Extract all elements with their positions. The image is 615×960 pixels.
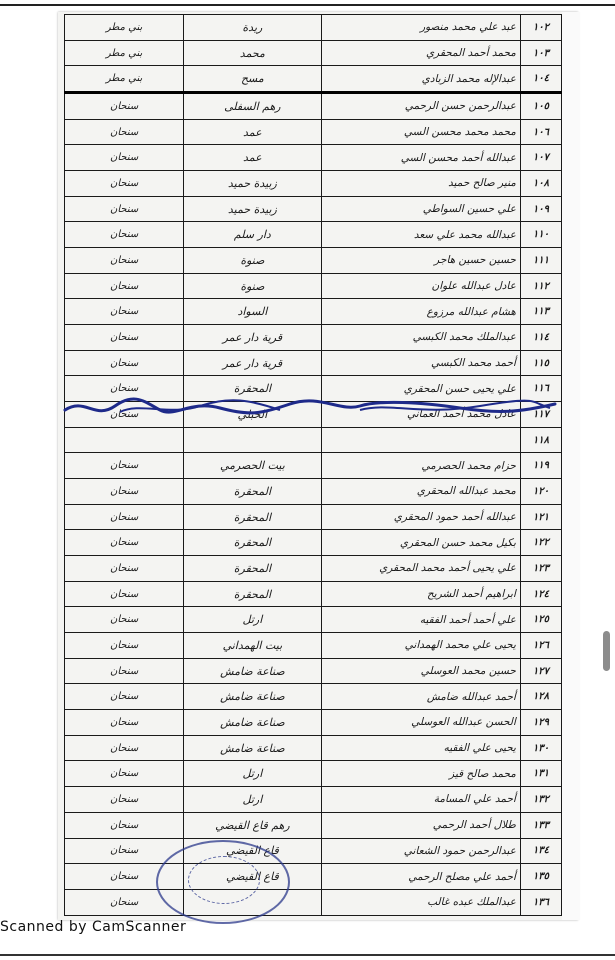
number-cell: ١٣٣ bbox=[520, 812, 561, 838]
table-row bbox=[65, 658, 562, 684]
table-row bbox=[65, 710, 562, 736]
number-cell: ١٠٨ bbox=[520, 171, 561, 197]
village-cell: سنحان bbox=[65, 196, 184, 222]
table-row bbox=[65, 607, 562, 633]
number-cell: ١٢١ bbox=[520, 504, 561, 530]
name-cell: علي يحيى أحمد محمد المحقري bbox=[321, 556, 520, 582]
name-cell: عبدالرحمن حمود الشعاني bbox=[321, 838, 520, 864]
table-row bbox=[65, 427, 562, 453]
area-cell: زبيدة حميد bbox=[184, 196, 321, 222]
area-cell: عمد bbox=[184, 119, 321, 145]
area-cell: زبيدة حميد bbox=[184, 171, 321, 197]
village-cell: سنحان bbox=[65, 658, 184, 684]
number-cell: ١١٣ bbox=[520, 299, 561, 325]
table-row bbox=[65, 93, 562, 120]
number-cell: ١١٨ bbox=[520, 427, 561, 453]
area-cell: مسح bbox=[184, 66, 321, 93]
area-cell: ارتل bbox=[184, 787, 321, 813]
table-row bbox=[65, 530, 562, 556]
number-cell: ١١٧ bbox=[520, 402, 561, 428]
area-cell: بيت الحصرمي bbox=[184, 453, 321, 479]
village-cell: سنحان bbox=[65, 761, 184, 787]
village-cell: سنحان bbox=[65, 633, 184, 659]
area-cell: صناعة ضامش bbox=[184, 710, 321, 736]
number-cell: ١١١ bbox=[520, 248, 561, 274]
village-cell: سنحان bbox=[65, 171, 184, 197]
table-row bbox=[65, 299, 562, 325]
name-cell: بكيل محمد حسن المحقري bbox=[321, 530, 520, 556]
area-cell: بيت الهمداني bbox=[184, 633, 321, 659]
table-row bbox=[65, 222, 562, 248]
area-cell: الحبلي bbox=[184, 402, 321, 428]
name-cell: أحمد علي المسامة bbox=[321, 787, 520, 813]
number-cell: ١٢٤ bbox=[520, 581, 561, 607]
number-cell: ١١٥ bbox=[520, 350, 561, 376]
number-cell: ١١٦ bbox=[520, 376, 561, 402]
name-cell: عبدالرحمن حسن الرحمي bbox=[321, 93, 520, 120]
name-cell: محمد محمد محسن السي bbox=[321, 119, 520, 145]
table-row bbox=[65, 171, 562, 197]
area-cell: صناعة ضامش bbox=[184, 684, 321, 710]
village-cell: سنحان bbox=[65, 93, 184, 120]
name-cell: يحيى علي الفقيه bbox=[321, 735, 520, 761]
village-cell: بني مطر bbox=[65, 15, 184, 41]
name-cell: عبدالملك محمد الكبسي bbox=[321, 325, 520, 351]
number-cell: ١٠٧ bbox=[520, 145, 561, 171]
area-cell: المحقرة bbox=[184, 581, 321, 607]
table-row bbox=[65, 40, 562, 66]
number-cell: ١٠٤ bbox=[520, 66, 561, 93]
village-cell: بني مطر bbox=[65, 40, 184, 66]
number-cell: ١٣٠ bbox=[520, 735, 561, 761]
bottom-border bbox=[0, 948, 615, 960]
name-cell: محمد أحمد المحقري bbox=[321, 40, 520, 66]
area-cell: المحقرة bbox=[184, 556, 321, 582]
top-border bbox=[0, 0, 615, 10]
number-cell: ١٢٥ bbox=[520, 607, 561, 633]
scanner-footer: Scanned by CamScanner bbox=[0, 919, 187, 935]
name-cell: عبدالملك عبده غالب bbox=[321, 889, 520, 915]
name-cell: حزام محمد الحصرمي bbox=[321, 453, 520, 479]
name-cell: عادل محمد أحمد العماني bbox=[321, 402, 520, 428]
official-stamp bbox=[156, 840, 290, 924]
handwritten-scribble bbox=[60, 392, 560, 422]
table-row bbox=[65, 350, 562, 376]
name-cell: عادل عبدالله علوان bbox=[321, 273, 520, 299]
number-cell: ١٠٣ bbox=[520, 40, 561, 66]
area-cell: قرية دار عمر bbox=[184, 325, 321, 351]
table-row bbox=[65, 504, 562, 530]
name-cell: حسين حسين هاجر bbox=[321, 248, 520, 274]
village-cell: سنحان bbox=[65, 787, 184, 813]
name-cell: حسين محمد العوسلي bbox=[321, 658, 520, 684]
name-cell: محمد صالح قيز bbox=[321, 761, 520, 787]
village-cell: سنحان bbox=[65, 838, 184, 864]
table-row bbox=[65, 556, 562, 582]
number-cell: ١١٠ bbox=[520, 222, 561, 248]
area-cell: عمد bbox=[184, 145, 321, 171]
village-cell: سنحان bbox=[65, 273, 184, 299]
area-cell: السواد bbox=[184, 299, 321, 325]
area-cell: ارتل bbox=[184, 607, 321, 633]
village-cell: سنحان bbox=[65, 402, 184, 428]
table-row bbox=[65, 325, 562, 351]
number-cell: ١٣٥ bbox=[520, 864, 561, 890]
name-cell: عبدالإله محمد الزبادي bbox=[321, 66, 520, 93]
name-cell: عبدالله محمد علي سعد bbox=[321, 222, 520, 248]
village-cell: سنحان bbox=[65, 504, 184, 530]
table-row bbox=[65, 684, 562, 710]
village-cell: سنحان bbox=[65, 864, 184, 890]
name-cell: عبد علي محمد منصور bbox=[321, 15, 520, 41]
village-cell: سنحان bbox=[65, 145, 184, 171]
table-row bbox=[65, 119, 562, 145]
table-row bbox=[65, 864, 562, 890]
table-row bbox=[65, 761, 562, 787]
village-cell: سنحان bbox=[65, 889, 184, 915]
table-row bbox=[65, 273, 562, 299]
table-row bbox=[65, 145, 562, 171]
village-cell: سنحان bbox=[65, 325, 184, 351]
village-cell: سنحان bbox=[65, 453, 184, 479]
area-cell: دار سلم bbox=[184, 222, 321, 248]
name-cell: طلال أحمد الرحمي bbox=[321, 812, 520, 838]
name-cell: أحمد علي مصلح الرحمي bbox=[321, 864, 520, 890]
area-cell: ريدة bbox=[184, 15, 321, 41]
number-cell: ١٢٠ bbox=[520, 479, 561, 505]
area-cell: رهم السفلى bbox=[184, 93, 321, 120]
name-cell: علي يحيى حسن المحقري bbox=[321, 376, 520, 402]
number-cell: ١١٢ bbox=[520, 273, 561, 299]
number-cell: ١٣١ bbox=[520, 761, 561, 787]
table-row bbox=[65, 735, 562, 761]
table-row bbox=[65, 787, 562, 813]
name-cell: يحيى علي محمد الهمداني bbox=[321, 633, 520, 659]
number-cell: ١٣٢ bbox=[520, 787, 561, 813]
village-cell: سنحان bbox=[65, 376, 184, 402]
number-cell: ١٠٢ bbox=[520, 15, 561, 41]
name-cell: منير صالح حميد bbox=[321, 171, 520, 197]
number-cell: ١٠٦ bbox=[520, 119, 561, 145]
village-cell: بني مطر bbox=[65, 66, 184, 93]
name-cell: عبدالله أحمد حمود المحقري bbox=[321, 504, 520, 530]
number-cell: ١٢٩ bbox=[520, 710, 561, 736]
scrollbar-thumb[interactable] bbox=[603, 631, 610, 671]
names-table bbox=[64, 14, 562, 916]
area-cell: صناعة ضامش bbox=[184, 735, 321, 761]
table-row bbox=[65, 838, 562, 864]
page-edge bbox=[562, 12, 580, 920]
village-cell: سنحان bbox=[65, 607, 184, 633]
village-cell: سنحان bbox=[65, 735, 184, 761]
number-cell: ١٢٢ bbox=[520, 530, 561, 556]
village-cell: سنحان bbox=[65, 222, 184, 248]
number-cell: ١٣٦ bbox=[520, 889, 561, 915]
area-cell: ارتل bbox=[184, 761, 321, 787]
area-cell: المحقرة bbox=[184, 504, 321, 530]
number-cell: ١١٤ bbox=[520, 325, 561, 351]
area-cell bbox=[184, 427, 321, 453]
area-cell: المحقرة bbox=[184, 376, 321, 402]
area-cell: صنوة bbox=[184, 273, 321, 299]
table-row bbox=[65, 248, 562, 274]
village-cell: سنحان bbox=[65, 556, 184, 582]
name-cell: محمد عبدالله المحقري bbox=[321, 479, 520, 505]
village-cell: سنحان bbox=[65, 350, 184, 376]
table-row bbox=[65, 633, 562, 659]
name-cell: أحمد عبدالله ضامش bbox=[321, 684, 520, 710]
number-cell: ١٢٧ bbox=[520, 658, 561, 684]
table-row bbox=[65, 66, 562, 93]
village-cell bbox=[65, 427, 184, 453]
area-cell: رهم قاع القيضي bbox=[184, 812, 321, 838]
area-cell: صنوة bbox=[184, 248, 321, 274]
village-cell: سنحان bbox=[65, 248, 184, 274]
name-cell: علي أحمد أحمد الفقيه bbox=[321, 607, 520, 633]
area-cell: المحقرة bbox=[184, 530, 321, 556]
name-cell: عبدالله أحمد محسن السي bbox=[321, 145, 520, 171]
table-row bbox=[65, 581, 562, 607]
table-row bbox=[65, 196, 562, 222]
table-row bbox=[65, 812, 562, 838]
number-cell: ١٠٩ bbox=[520, 196, 561, 222]
village-cell: سنحان bbox=[65, 299, 184, 325]
number-cell: ١٣٤ bbox=[520, 838, 561, 864]
table-row bbox=[65, 453, 562, 479]
number-cell: ١٢٦ bbox=[520, 633, 561, 659]
village-cell: سنحان bbox=[65, 479, 184, 505]
table-row bbox=[65, 479, 562, 505]
area-cell: محمد bbox=[184, 40, 321, 66]
table-row bbox=[65, 15, 562, 41]
number-cell: ١٢٣ bbox=[520, 556, 561, 582]
village-cell: سنحان bbox=[65, 684, 184, 710]
name-cell: ابراهيم أحمد الشريح bbox=[321, 581, 520, 607]
name-cell: الحسن عبدالله العوسلي bbox=[321, 710, 520, 736]
village-cell: سنحان bbox=[65, 812, 184, 838]
number-cell: ١٢٨ bbox=[520, 684, 561, 710]
name-cell: هشام عبدالله مرزوع bbox=[321, 299, 520, 325]
name-cell: علي حسين السواطي bbox=[321, 196, 520, 222]
number-cell: ١١٩ bbox=[520, 453, 561, 479]
village-cell: سنحان bbox=[65, 119, 184, 145]
area-cell: قاع القيضي bbox=[184, 864, 321, 890]
village-cell: سنحان bbox=[65, 581, 184, 607]
village-cell: سنحان bbox=[65, 710, 184, 736]
area-cell: صناعة ضامش bbox=[184, 658, 321, 684]
area-cell: المحقرة bbox=[184, 479, 321, 505]
number-cell: ١٠٥ bbox=[520, 93, 561, 120]
village-cell: سنحان bbox=[65, 530, 184, 556]
area-cell: قاع القيضي bbox=[184, 838, 321, 864]
name-cell: أحمد محمد الكبسي bbox=[321, 350, 520, 376]
name-cell bbox=[321, 427, 520, 453]
area-cell: قرية دار عمر bbox=[184, 350, 321, 376]
table-row bbox=[65, 889, 562, 915]
